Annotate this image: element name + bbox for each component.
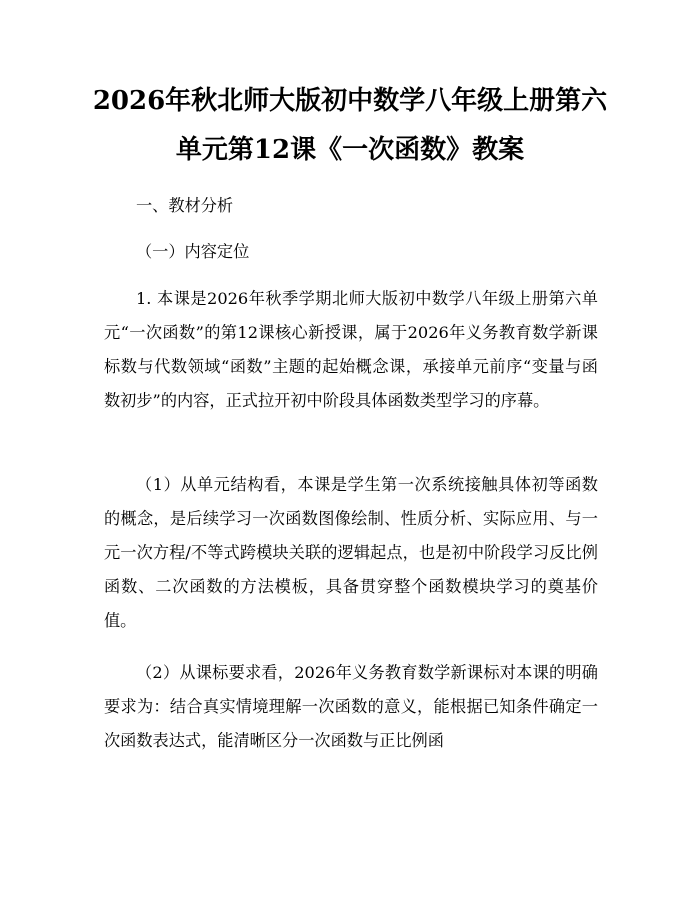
- paragraph-unit-structure: （1）从单元结构看，本课是学生第一次系统接触具体初等函数的概念，是后续学习一次函数图像绘制、性质分析、实际应用、与一元一次方程/不等式跨模块关联的逻辑起点，也是初中阶段学习反比例函数、二次函数的方法模板，具备贯穿整个函数模块学习的奠基价值。: [104, 475, 598, 630]
- subsection-heading: （一）内容定位: [136, 242, 250, 261]
- section-heading: 一、教材分析: [136, 196, 234, 215]
- document-title-line-1: 2026年秋北师大版初中数学八年级上册第六: [92, 86, 608, 116]
- paragraph-curriculum-requirements: （2）从课标要求看，2026年义务教育数学新课标对本课的明确要求为：结合真实情境理解一次函数的意义，能根据已知条件确定一次函数表达式，能清晰区分一次函数与正比例函: [104, 663, 598, 750]
- paragraph-content-positioning: 1. 本课是2026年秋季学期北师大版初中数学八年级上册第六单元“一次函数”的第12课核心新授课，属于2026年义务教育数学新课标数与代数领域“函数”主题的起始概念课，承接单元前序“变量与函数初步”的内容，正式拉开初中阶段具体函数类型学习的序幕。: [104, 289, 598, 410]
- document-title-line-2: 单元第12课《一次函数》教案: [175, 135, 525, 165]
